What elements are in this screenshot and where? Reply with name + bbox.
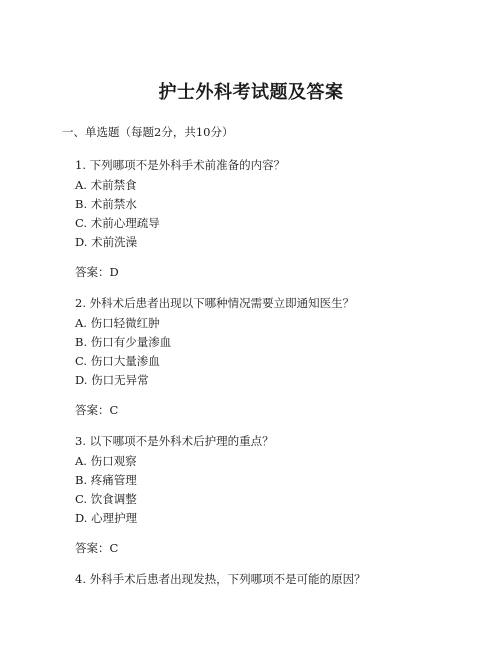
question-1-option-b: B. 术前禁水 [75, 197, 137, 211]
question-2-option-c: C. 伤口大量渗血 [75, 354, 160, 368]
question-3-answer: 答案：C [75, 541, 119, 555]
question-3-option-a: A. 伤口观察 [75, 454, 137, 468]
question-2-answer: 答案：C [75, 403, 119, 417]
section-heading: 一、单选题（每题2分，共10分） [62, 125, 234, 139]
question-2-option-a: A. 伤口轻微红肿 [75, 316, 160, 330]
question-2-stem: 2. 外科术后患者出现以下哪种情况需要立即通知医生？ [75, 296, 355, 310]
question-3-option-c: C. 饮食调整 [75, 492, 137, 506]
document-title: 护士外科考试题及答案 [158, 82, 344, 103]
question-2-option-d: D. 伤口无异常 [75, 373, 149, 387]
question-1-stem: 1. 下列哪项不是外科手术前准备的内容？ [75, 158, 286, 172]
question-3-option-d: D. 心理护理 [75, 511, 138, 525]
question-4-stem: 4. 外科手术后患者出现发热，下列哪项不是可能的原因？ [75, 572, 366, 586]
question-1-option-a: A. 术前禁食 [75, 178, 137, 192]
question-1-option-d: D. 术前洗澡 [75, 235, 138, 249]
question-3-stem: 3. 以下哪项不是外科术后护理的重点？ [75, 434, 274, 448]
question-3-option-b: B. 疼痛管理 [75, 473, 137, 487]
question-1-answer: 答案：D [75, 265, 119, 279]
question-2-option-b: B. 伤口有少量渗血 [75, 335, 172, 349]
question-1-option-c: C. 术前心理疏导 [75, 216, 160, 230]
